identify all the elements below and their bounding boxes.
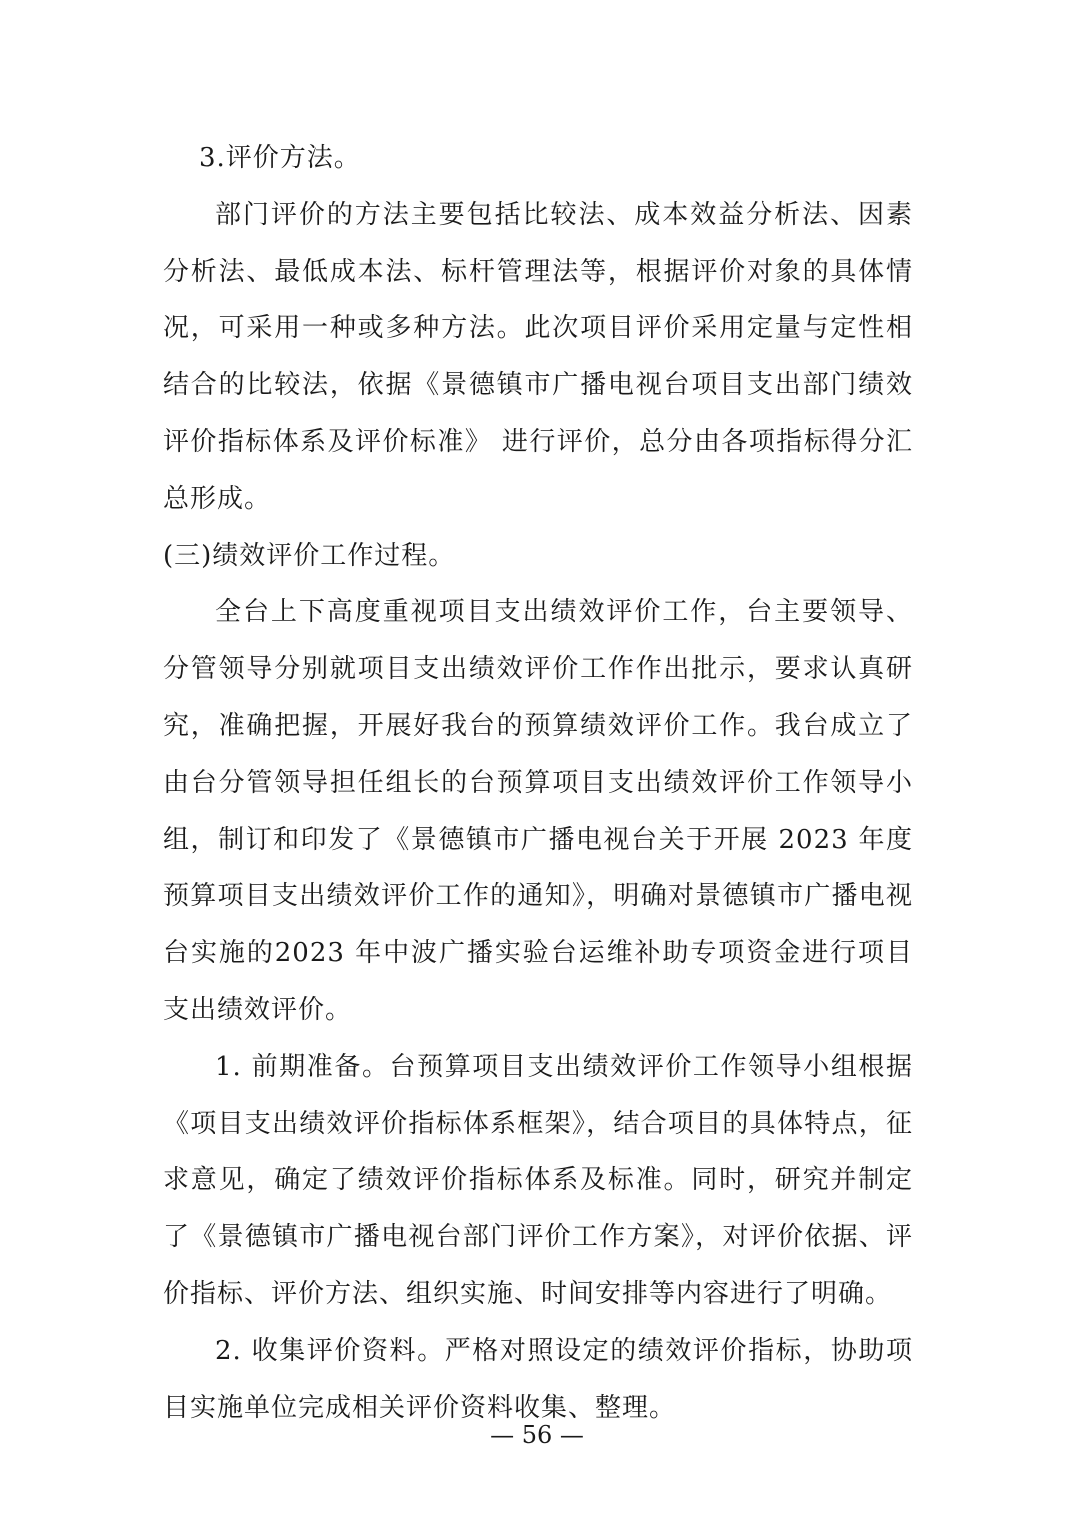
paragraph-collect-materials: 2. 收集评价资料。严格对照设定的绩效评价指标，协助项目实施单位完成相关评价资料收集、整理。 xyxy=(163,1335,913,1423)
section-heading-evaluation-method: 3.评价方法。 xyxy=(199,143,361,173)
page-number: — 56 — xyxy=(490,1421,584,1449)
section-heading-evaluation-process: (三)绩效评价工作过程。 xyxy=(163,540,456,571)
document-body xyxy=(163,130,913,1436)
paragraph-preparation: 1. 前期准备。台预算项目支出绩效评价工作领导小组根据《项目支出绩效评价指标体系框架》，结合项目的具体特点，征求意见，确定了绩效评价指标体系及标准。同时，研究并制定了《景德镇市广播电视台部门评价工作方案》，对评价依据、评价指标、评价方法、组织实施、时间安排等内容进行了明确。 xyxy=(163,1051,913,1309)
paragraph-evaluation-process: 全台上下高度重视项目支出绩效评价工作，台主要领导、分管领导分别就项目支出绩效评价工作作出批示，要求认真研究，准确把握，开展好我台的预算绩效评价工作。我台成立了由台分管领导担任组长的台预算项目支出绩效评价工作领导小组，制订和印发了《景德镇市广播电视台关于开展 2023 年度预算项目支出绩效评价工作的通知》，明确对景德镇市广播电视台实施的2023 年中波广播实验台运维补助专项资金进行项目支出绩效评价。 xyxy=(163,597,913,1025)
paragraph-evaluation-method: 部门评价的方法主要包括比较法、成本效益分析法、因素分析法、最低成本法、标杆管理法等，根据评价对象的具体情况，可采用一种或多种方法。此次项目评价采用定量与定性相结合的比较法，依据《景德镇市广播电视台项目支出部门绩效评价指标体系及评价标准》 进行评价，总分由各项指标得分汇总形成。 xyxy=(163,199,913,514)
